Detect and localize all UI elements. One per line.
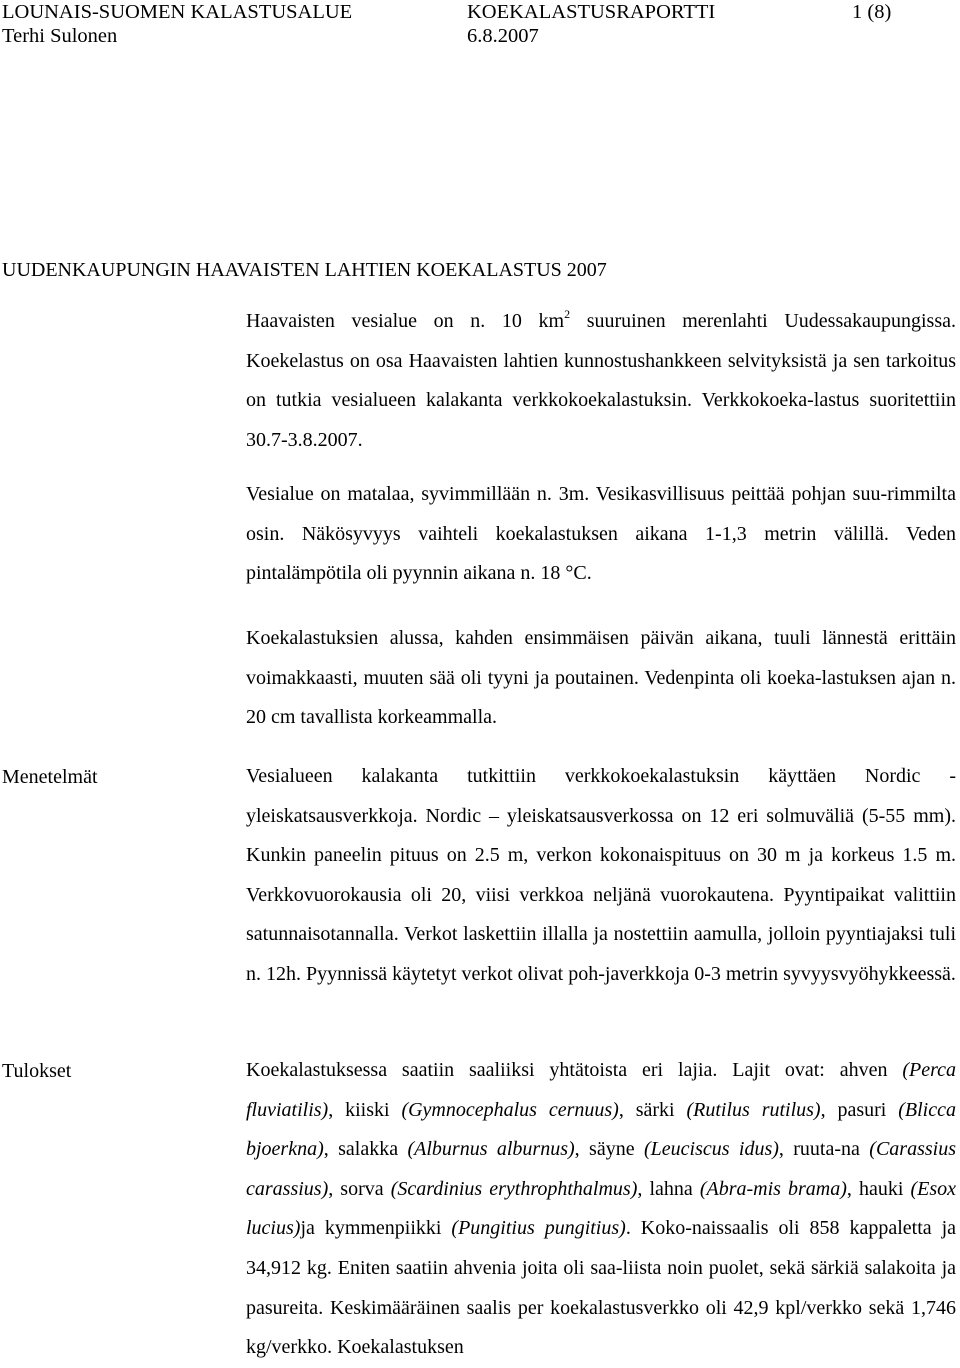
header-date: 6.8.2007 (467, 25, 539, 47)
section-label-methods: Menetelmät (2, 766, 98, 788)
intro-paragraph-1: Haavaisten vesialue on n. 10 $km^2$ suuruinen merenlahti Uudessakaupungissa. Koekelastus on osa Haavaisten lahtien kunnostushankkeen selvityksistä ja sen tarkoitus on tutkia vesialueen kalakanta verkkokoekalastuksin. Verkkokoeka-lastus suoritettiin 30.7-3.8.2007. (246, 307, 956, 451)
header-page-number: 1 (8) (852, 1, 892, 23)
intro-paragraph-3: Koekalastuksien alussa, kahden ensimmäisen päivän aikana, tuuli lännestä erittäin voimakkaasti, muuten sää oli tyyni ja poutainen. Vedenpinta oli koeka-lastuksen ajan n. 20 cm tavallista korkeammalla. (246, 627, 956, 729)
section-label-results: Tulokset (2, 1060, 72, 1082)
header-org: LOUNAIS-SUOMEN KALASTUSALUE (2, 1, 353, 23)
results-paragraph: Koekalastuksessa saatiin saaliiksi yhtätoista eri lajia. Lajit ovat: ahven (Perca fluviatilis), kiiski (Gymnocephalus cernuus), särki (Rutilus rutilus), pasuri (Blicca bjoerkna), salakka (Alburnus alburnus), säyne (Leuciscus idus), ruuta-na (Carassius carassius), sorva (Scardinius erythrophthalmus), lahna (Abra-mis brama), hauki (Esox lucius)ja kymmenpiikki (Pungitius pungitius). Koko-naissaalis oli 858 kappaletta ja 34,912 kg. Eniten saatiin ahvenia joita oli saa-liista noin puolet, sekä särkiä salakoita ja pasureita. Keskimääräinen saalis per koekalastusverkko oli 42,9 kpl/verkko sekä 1,746 kg/verkko. Koekalastuksen (246, 1059, 957, 1359)
header-author: Terhi Sulonen (2, 25, 118, 47)
header-report-title: KOEKALASTUSRAPORTTI (467, 1, 716, 23)
intro-paragraph-2: Vesialue on matalaa, syvimmillään n. 3m. Vesikasvillisuus peittää pohjan suu-rimmilta osin. Näkösyvyys vaihteli koekalastuksen aikana 1-1,3 metrin välillä. Veden pintalämpötila oli pyynnin aikana n. 18 °C. (246, 483, 956, 585)
methods-paragraph: Vesialueen kalakanta tutkittiin verkkokoekalastuksin käyttäen Nordic - yleiskatsausverkkoja. Nordic – yleiskatsausverkossa on 12 eri solmuväliä (5-55 mm). Kunkin paneelin pituus on 2.5 m, verkon kokonaispituus on 30 m ja korkeus 1.5 m. Verkkovuorokausia oli 20, viisi verkkoa neljänä vuorokautena. Pyyntipaikat valittiin satunnaisotannalla. Verkot laskettiin illalla ja nostettiin aamulla, jolloin pyyntiajaksi tuli n. 12h. Pyynnissä käytetyt verkot olivat poh-javerkkoja 0-3 metrin syvyysvyöhykkeessä. (246, 765, 956, 985)
document-title: UUDENKAUPUNGIN HAAVAISTEN LAHTIEN KOEKALASTUS 2007 (2, 259, 607, 281)
